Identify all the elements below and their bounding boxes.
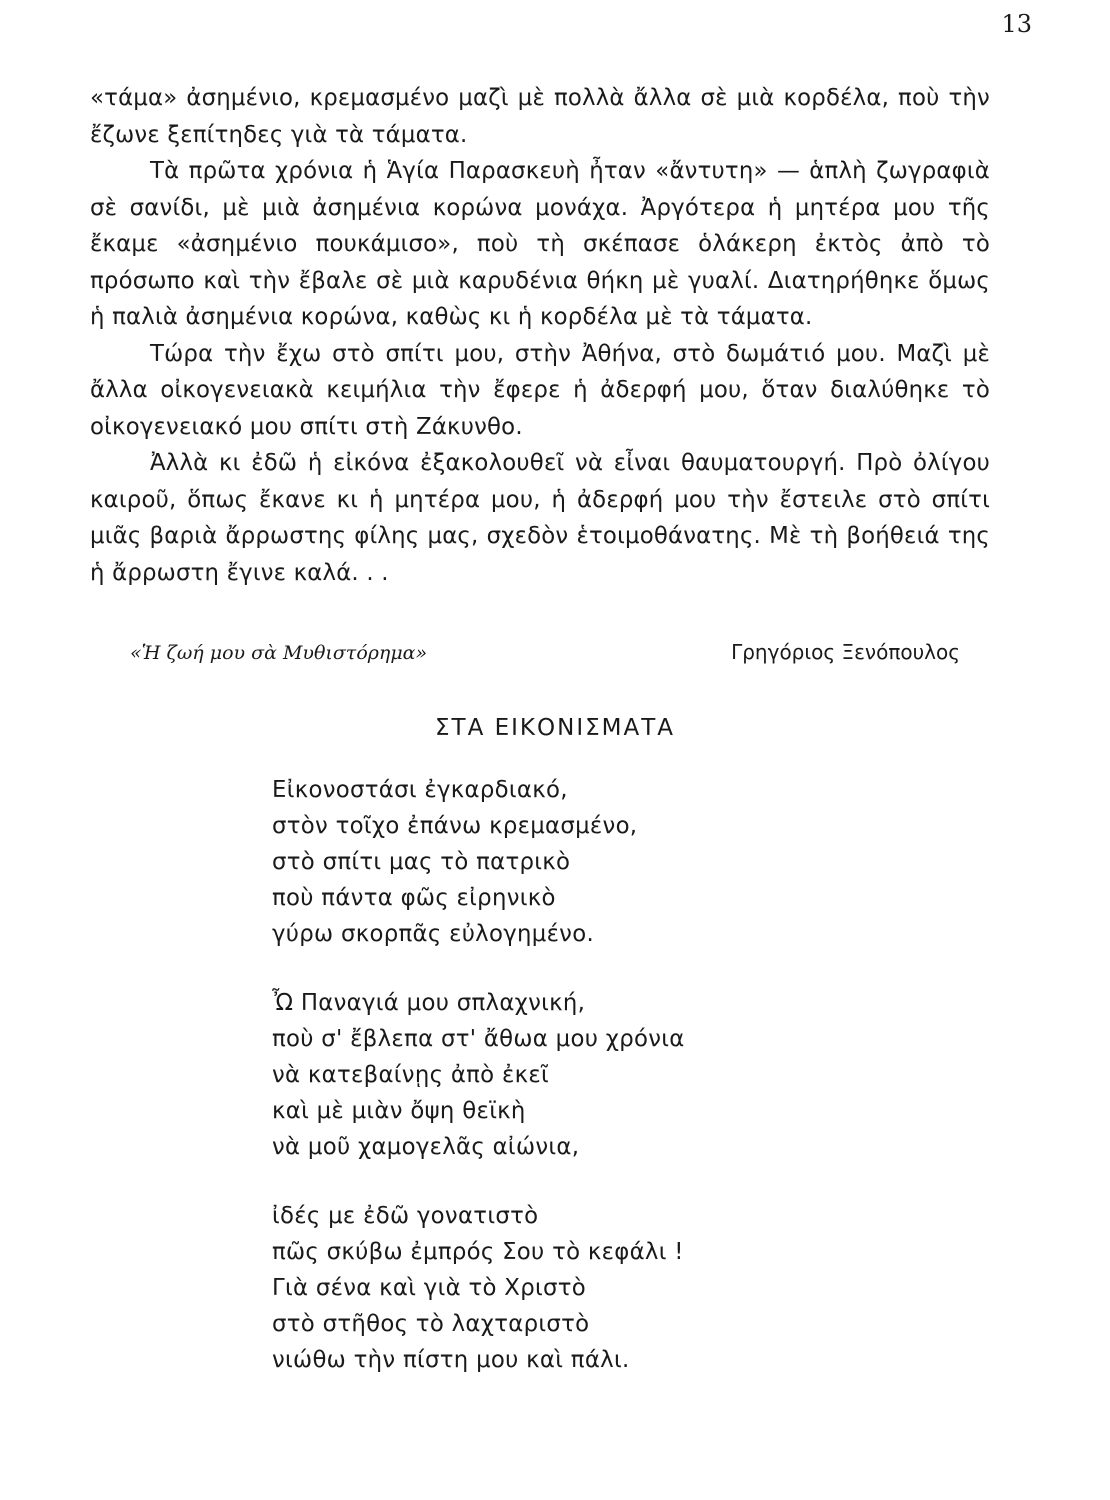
poem (272, 772, 892, 1411)
poem-title: ΣΤΑ ΕΙΚΟΝΙΣΜΑΤΑ (434, 715, 675, 741)
poem-line: ποὺ σ' ἔβλεπα στ' ἄθωα μου χρόνια (272, 1026, 685, 1052)
page-number: 13 (1001, 10, 1032, 38)
poem-line: γύρω σκορπᾶς εὐλογημένο. (272, 921, 595, 947)
prose-paragraph: «τάμα» ἀσημένιο, κρεμασμένο μαζὶ μὲ πολλὰ ἄλλα σὲ μιὰ κορδέλα, ποὺ τὴν ἔζωνε ξεπίτηδες γιὰ τὰ τάματα. (90, 85, 990, 148)
poem-stanza (272, 1198, 892, 1378)
poem-line: Γιὰ σένα καὶ γιὰ τὸ Χριστὸ (272, 1275, 587, 1301)
poem-stanza (272, 985, 892, 1165)
attribution-author: Γρηγόριος Ξενόπουλος (731, 640, 960, 664)
poem-line: στὸ στῆθος τὸ λαχταριστὸ (272, 1311, 590, 1337)
poem-line: στὸ σπίτι μας τὸ πατρικὸ (272, 849, 571, 875)
prose-paragraph: Τὰ πρῶτα χρόνια ἡ Ἁγία Παρασκευὴ ἦταν «ἄντυτη» — ἁπλὴ ζωγραφιὰ σὲ σανίδι, μὲ μιὰ ἀσημένια κορώνα μονάχα. Ἀργότερα ἡ μητέρα μου τῆς ἔκαμε «ἀσημένιο πουκάμισο», ποὺ τὴ σκέπασε ὁλάκερη ἐκτὸς ἀπὸ τὸ πρόσωπο καὶ τὴν ἔβαλε σὲ μιὰ καρυδένια θήκη μὲ γυαλί. Διατηρήθηκε ὅμως ἡ παλιὰ ἀσημένια κορώνα, καθὼς κι ἡ κορδέλα μὲ τὰ τάματα. (90, 158, 990, 330)
poem-line: πῶς σκύβω ἐμπρός Σου τὸ κεφάλι ! (272, 1239, 684, 1265)
poem-line: νιώθω τὴν πίστη μου καὶ πάλι. (272, 1347, 630, 1373)
attribution (130, 640, 960, 664)
poem-line: νὰ μοῦ χαμογελᾶς αἰώνια, (272, 1134, 580, 1160)
prose-excerpt (90, 80, 990, 591)
attribution-work-title: «Ἡ ζωή μου σὰ Μυθιστόρημα» (130, 642, 428, 664)
prose-paragraph: Ἀλλὰ κι ἐδῶ ἡ εἰκόνα ἐξακολουθεῖ νὰ εἶναι θαυματουργή. Πρὸ ὀλίγου καιροῦ, ὅπως ἔκανε κι ἡ μητέρα μου, ἡ ἀδερφή μου τὴν ἔστειλε στὸ σπίτι μιᾶς βαριὰ ἄρρωστης φίλης μας, σχεδὸν ἑτοιμοθάνατης. Μὲ τὴ βοήθειά της ἡ ἄρρωστη ἔγινε καλά. . . (90, 450, 990, 586)
poem-line: στὸν τοῖχο ἐπάνω κρεμασμένο, (272, 813, 638, 839)
poem-line: ποὺ πάντα φῶς εἰρηνικὸ (272, 885, 556, 911)
poem-stanza (272, 772, 892, 952)
poem-line: Ὦ Παναγιά μου σπλαχνική, (272, 990, 586, 1016)
poem-line: Εἰκονοστάσι ἐγκαρδιακό, (272, 777, 568, 803)
poem-line: ἰδές με ἐδῶ γονατιστὸ (272, 1203, 539, 1229)
poem-line: καὶ μὲ μιὰν ὄψη θεϊκὴ (272, 1098, 526, 1124)
poem-line: νὰ κατεβαίνῃς ἀπὸ ἐκεῖ (272, 1062, 549, 1088)
prose-paragraph: Τώρα τὴν ἔχω στὸ σπίτι μου, στὴν Ἀθήνα, στὸ δωμάτιό μου. Μαζὶ μὲ ἄλλα οἰκογενειακὰ κειμήλια τὴν ἔφερε ἡ ἀδερφή μου, ὅταν διαλύθηκε τὸ οἰκογενειακό μου σπίτι στὴ Ζάκυνθο. (90, 340, 990, 440)
